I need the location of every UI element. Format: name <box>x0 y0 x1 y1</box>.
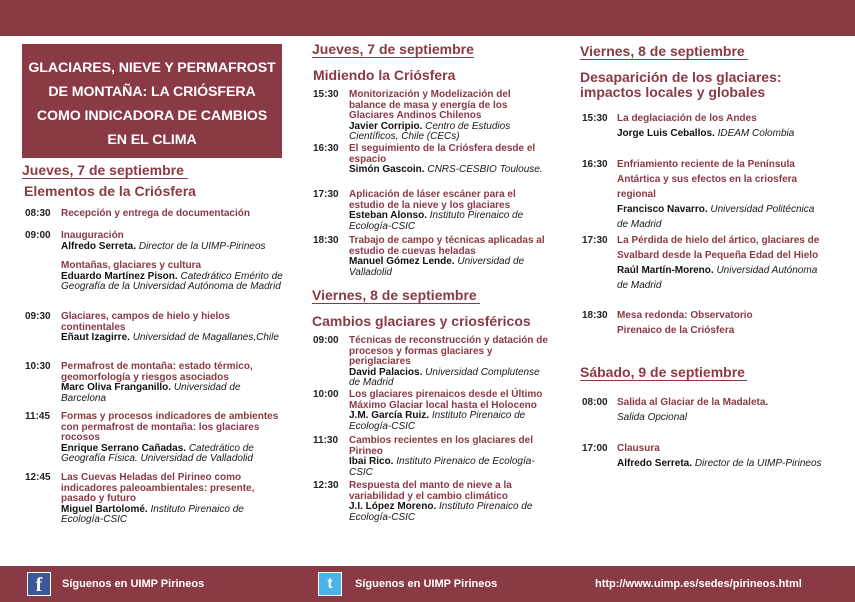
item-affiliation: Salida Opcional <box>617 412 688 423</box>
item-speaker: Alfredo Serreta. <box>617 458 693 469</box>
item-affiliation: Catedrático de Geografía Física. Universidad de Valladolid <box>61 442 254 464</box>
item-affiliation: Director de la UIMP-Pirineos <box>694 458 822 469</box>
day-heading: Jueves, 7 de septiembre <box>312 41 474 57</box>
item-time: 09:00 <box>25 230 51 241</box>
section-heading: Desaparición de los glaciares: impactos locales y globales <box>580 69 782 100</box>
item-title: Recepción y entrega de documentación <box>61 208 250 219</box>
item-affiliation: IDEAM Colombia <box>717 128 795 139</box>
day-heading: Viernes, 8 de septiembre <box>312 287 480 304</box>
item-affiliation: CNRS-CESBIO Toulouse. <box>427 164 543 175</box>
section-heading: Midiendo la Criósfera <box>313 67 456 83</box>
item-time: 17:30 <box>313 189 339 200</box>
day-heading: Sábado, 9 de septiembre <box>580 364 747 381</box>
item-affiliation: Instituto Pirenaico de Ecología-CSIC <box>349 456 535 478</box>
item-affiliation: Director de la UIMP-Pirineos <box>138 240 266 252</box>
item-speaker: Marc Oliva Franganillo. <box>61 382 172 393</box>
item-title: Respuesta del manto de nieve a la variabilidad y el cambio climático <box>349 480 512 502</box>
item-time: 09:30 <box>25 311 51 322</box>
item-title: Mesa redonda: Observatorio Pirenaico de la Criósfera <box>617 310 753 336</box>
section-heading: Cambios glaciares y criosféricos <box>312 313 531 329</box>
item-speaker: Jorge Luis Ceballos. <box>617 128 715 139</box>
item-title: Enfriamiento reciente de la Península Antártica y sus efectos en la criosfera regional <box>617 159 798 200</box>
item-title: Las Cuevas Heladas del Pirineo como indicadores paleoambientales: presente, pasado y futuro <box>61 472 255 504</box>
item-speaker: Manuel Gómez Lende. <box>349 256 455 267</box>
item-title: Salida al Glaciar de la Madaleta. <box>617 397 769 408</box>
item-speaker: David Palacios. <box>349 366 423 378</box>
item-title: Permafrost de montaña: estado térmico, geomorfología y riesgos asociados <box>61 361 253 383</box>
item-time: 12:45 <box>25 472 51 483</box>
item-affiliation: Instituto Pirenaico de Ecología-CSIC <box>61 503 244 525</box>
item-speaker: Simón Gascoin. <box>349 164 425 175</box>
item-title: La deglaciación de los Andes <box>617 113 757 124</box>
item-affiliation: Centro de Estudios Científicos, Chile (CECs) <box>349 120 511 142</box>
facebook-icon[interactable]: f <box>27 572 51 596</box>
twitter-icon[interactable]: t <box>318 572 342 596</box>
item-time: 08:30 <box>25 208 51 219</box>
item-speaker: Eduardo Martínez Pison. <box>61 270 178 282</box>
item-affiliation: Universidad Complutense de Madrid <box>349 366 540 388</box>
item-affiliation: Instituto Pirenaico de Ecología-CSIC <box>349 501 533 523</box>
item-time: 08:00 <box>582 397 608 408</box>
item-speaker: Enrique Serrano Cañadas. <box>61 442 187 454</box>
top-bar <box>0 0 855 36</box>
item-time: 11:45 <box>25 411 51 422</box>
item-title: Aplicación de láser escáner para el estudio de la nieve y los glaciares <box>349 189 516 211</box>
item-title: El seguimiento de la Criósfera desde el espacio <box>349 143 536 165</box>
item-time: 18:30 <box>313 235 339 246</box>
item-time: 17:30 <box>582 235 608 246</box>
day-heading: Jueves, 7 de septiembre <box>22 162 188 179</box>
item-affiliation: Catedrático Emérito de Geografía de la Universidad Autónoma de Madrid <box>61 270 283 292</box>
facebook-follow-link[interactable]: Síguenos en UIMP Pirineos <box>62 578 205 590</box>
item-speaker: Eñaut Izagirre. <box>61 332 130 343</box>
title-line: EN EL CLIMA <box>107 132 197 148</box>
item-title: Los glaciares pirenaicos desde el Último Máximo Glaciar local hasta el Holoceno <box>349 389 543 411</box>
item-affiliation: Universidad de Valladolid <box>349 256 525 278</box>
item-title: Clausura <box>617 443 660 454</box>
item-title: Montañas, glaciares y cultura <box>61 260 202 271</box>
item-speaker: Javier Corripio. <box>349 120 423 132</box>
website-url-link[interactable]: http://www.uimp.es/sedes/pirineos.html <box>595 578 802 590</box>
item-speaker: Francisco Navarro. <box>617 204 708 215</box>
item-time: 10:30 <box>25 361 51 372</box>
item-title: Cambios recientes en los glaciares del Pirineo <box>349 435 533 457</box>
twitter-follow-link[interactable]: Síguenos en UIMP Pirineos <box>355 578 498 590</box>
item-affiliation: Universidad Autónoma de Madrid <box>617 265 818 291</box>
item-time: 17:00 <box>582 443 608 454</box>
item-title: Inauguración <box>61 230 124 241</box>
item-time: 11:30 <box>313 435 339 446</box>
item-time: 10:00 <box>313 389 339 400</box>
item-title: Monitorización y Modelización del balance de masa y energía de los Glaciares Andinos Chilenos <box>349 89 511 121</box>
item-speaker: Miguel Bartolomé. <box>61 503 148 515</box>
item-speaker: Esteban Alonso. <box>349 210 427 221</box>
item-time: 12:30 <box>313 480 339 491</box>
item-speaker: J.M. García Ruiz. <box>349 410 430 421</box>
item-affiliation: Universidad de Barcelona <box>61 382 241 404</box>
item-time: 09:00 <box>313 335 339 346</box>
section-heading: Elementos de la Criósfera <box>24 183 196 199</box>
item-speaker: J.I. López Moreno. <box>349 501 437 512</box>
item-speaker: Raúl Martín-Moreno. <box>617 265 714 276</box>
item-title: La Pérdida de hielo del ártico, glaciares de Svalbard desde la Pequeña Edad del Hielo <box>617 235 820 261</box>
item-affiliation: Universidad Politécnica de Madrid <box>617 204 815 230</box>
title-box <box>22 44 282 158</box>
item-affiliation: Instituto Pirenaico de Ecología-CSIC <box>349 410 526 432</box>
title-line: DE MONTAÑA: LA CRIÓSFERA <box>48 84 256 100</box>
item-affiliation: Instituto Pirenaico de Ecología-CSIC <box>349 210 524 232</box>
item-speaker: Alfredo Serreta. <box>61 240 137 252</box>
item-title: Formas y procesos indicadores de ambientes con permafrost de montaña: los glaciares rocosos <box>61 411 279 443</box>
item-title: Glaciares, campos de hielo y hielos continentales <box>61 311 230 333</box>
item-time: 15:30 <box>582 113 608 124</box>
day-heading: Viernes, 8 de septiembre <box>580 43 748 60</box>
item-time: 15:30 <box>313 89 339 100</box>
item-time: 16:30 <box>313 143 339 154</box>
item-time: 16:30 <box>582 159 608 170</box>
title-line: COMO INDICADORA DE CAMBIOS <box>36 108 268 124</box>
item-title: Técnicas de reconstrucción y datación de procesos y formas glaciares y periglaciares <box>349 335 548 367</box>
item-speaker: Ibai Rico. <box>349 456 394 467</box>
item-title: Trabajo de campo y técnicas aplicadas al estudio de cuevas heladas <box>349 235 545 257</box>
item-affiliation: Universidad de Magallanes,Chile <box>132 332 279 343</box>
item-time: 18:30 <box>582 310 608 321</box>
title-line: GLACIARES, NIEVE Y PERMAFROST <box>28 60 276 76</box>
